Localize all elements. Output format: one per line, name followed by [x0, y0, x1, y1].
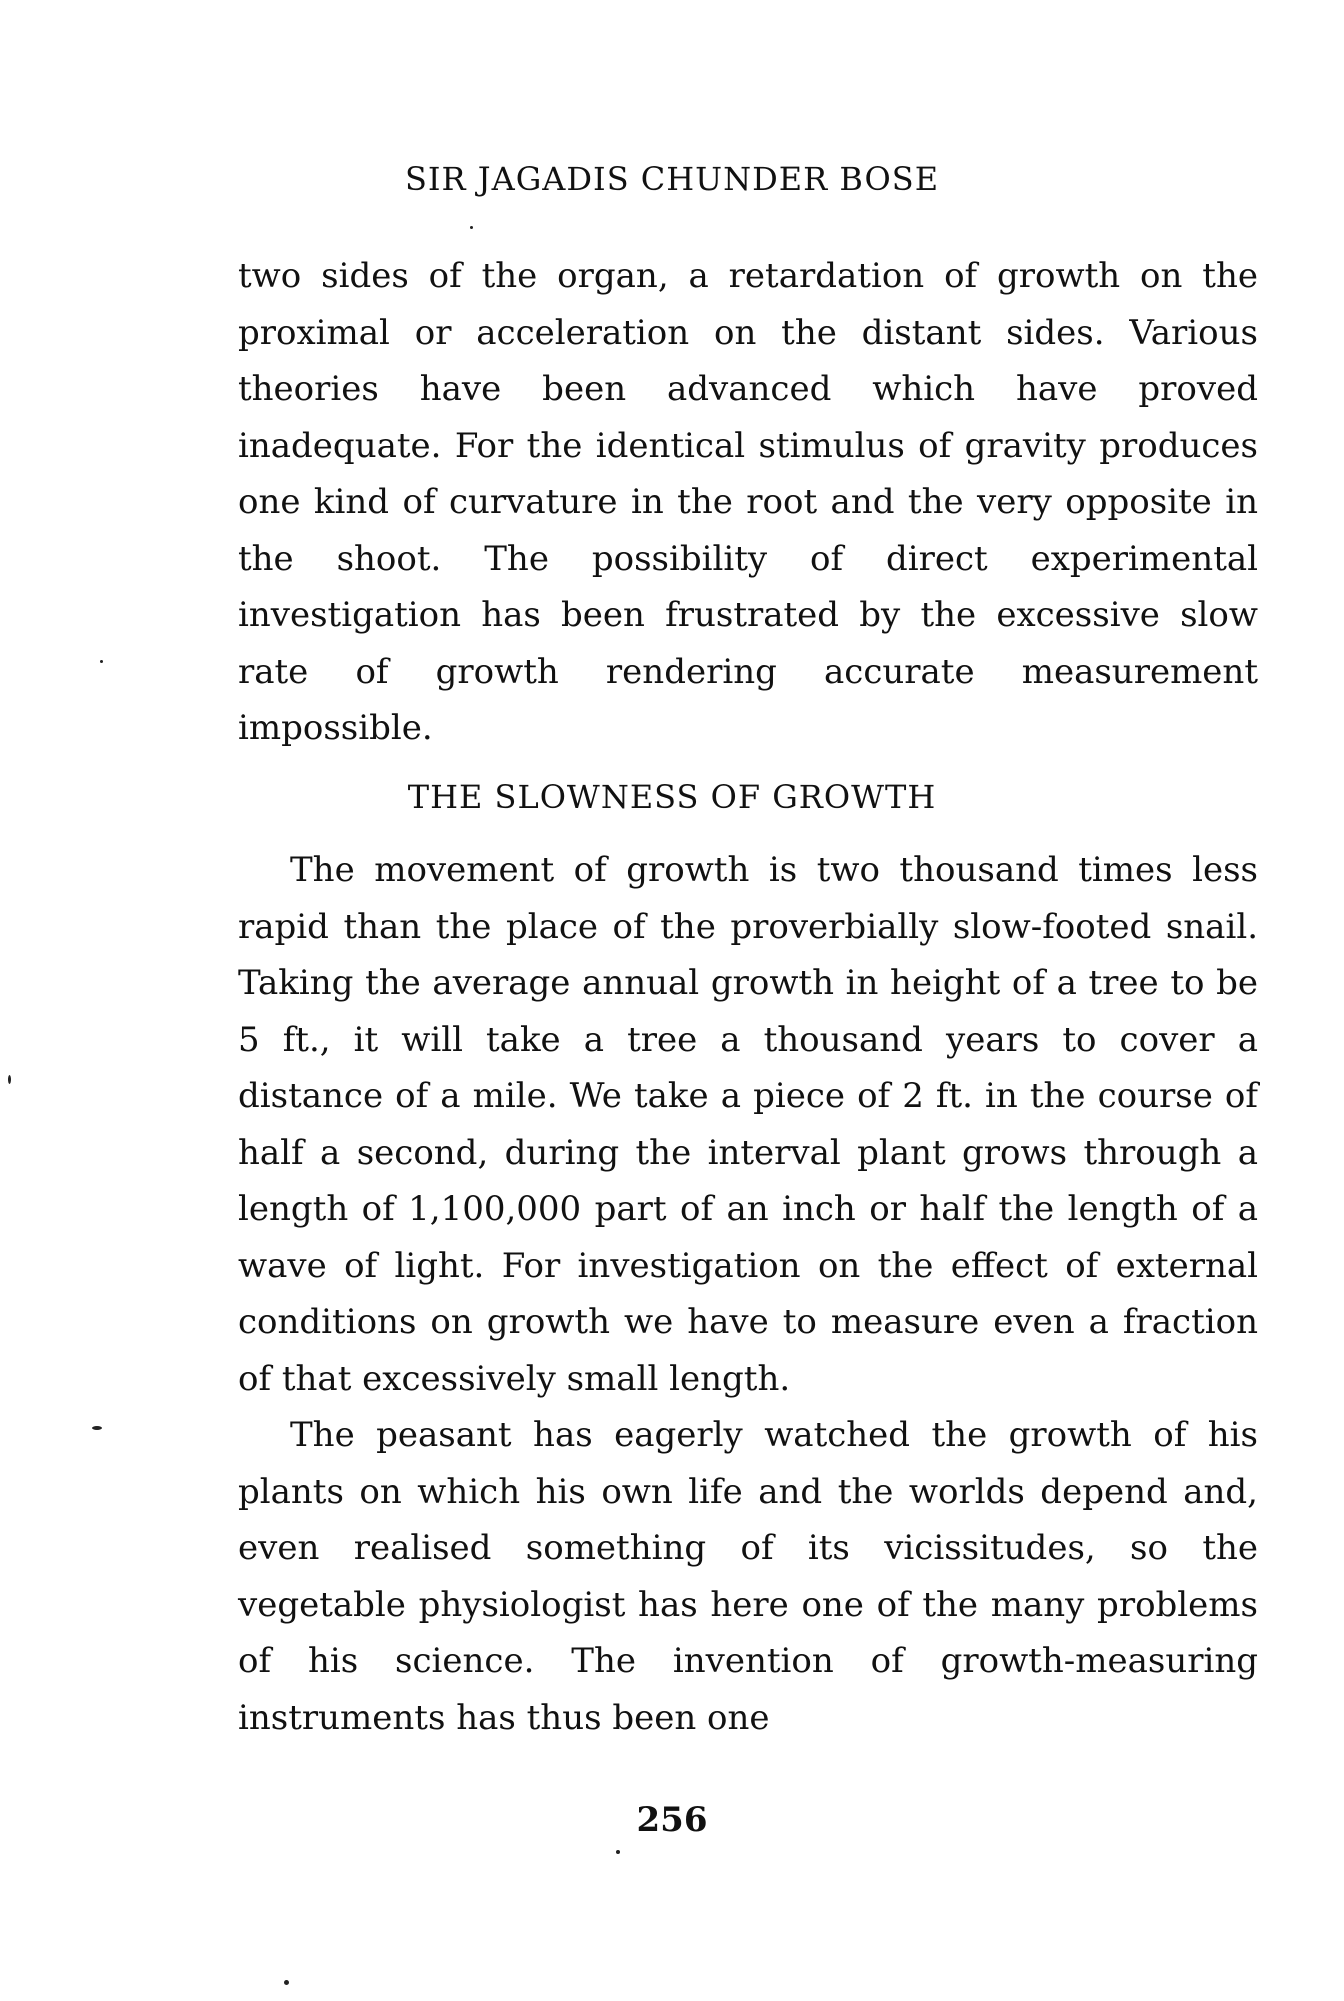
- paragraph: two sides of the organ, a retardation of growth on the proximal or acceleration on the distant sides. Various theories have been advanced which have proved inadequate. For the identical stimulus of gravity produces one kind of curvature in the root and the very opposite in the shoot. The possibility of direct experimental investigation has been frustrated by the excessive slow rate of growth rendering accurate measurement impossible.: [238, 256, 1258, 748]
- body-text-continued: [238, 248, 1258, 757]
- body-text-section: [238, 842, 1258, 1746]
- scan-speck: [92, 1426, 102, 1430]
- page-number: 256: [636, 1800, 708, 1840]
- paragraph: The movement of growth is two thousand times less rapid than the place of the proverbially slow-footed snail. Taking the average annual growth in height of a tree to be 5 ft., it will take a tree a thousand years to cover a distance of a mile. We take a piece of 2 ft. in the course of half a second, during the interval plant grows through a length of 1,100,000 part of an inch or half the length of a wave of light. For investigation on the effect of external conditions on growth we have to measure even a fraction of that excessively small length.: [238, 850, 1258, 1399]
- scan-speck: [470, 226, 473, 229]
- section-heading: THE SLOWNESS OF GROWTH: [407, 778, 937, 816]
- scan-speck: [8, 1075, 11, 1084]
- paragraph: The peasant has eagerly watched the growth of his plants on which his own life and the worlds depend and, even realised something of its vicissitudes, so the vegetable physiologist has here one of the many problems of his science. The invention of growth-measuring instruments has thus been one: [238, 1415, 1258, 1738]
- scan-speck: [284, 1980, 289, 1985]
- scan-speck: [616, 1850, 620, 1854]
- scan-speck: [100, 660, 103, 663]
- running-head: SIR JAGADIS CHUNDER BOSE: [404, 160, 940, 198]
